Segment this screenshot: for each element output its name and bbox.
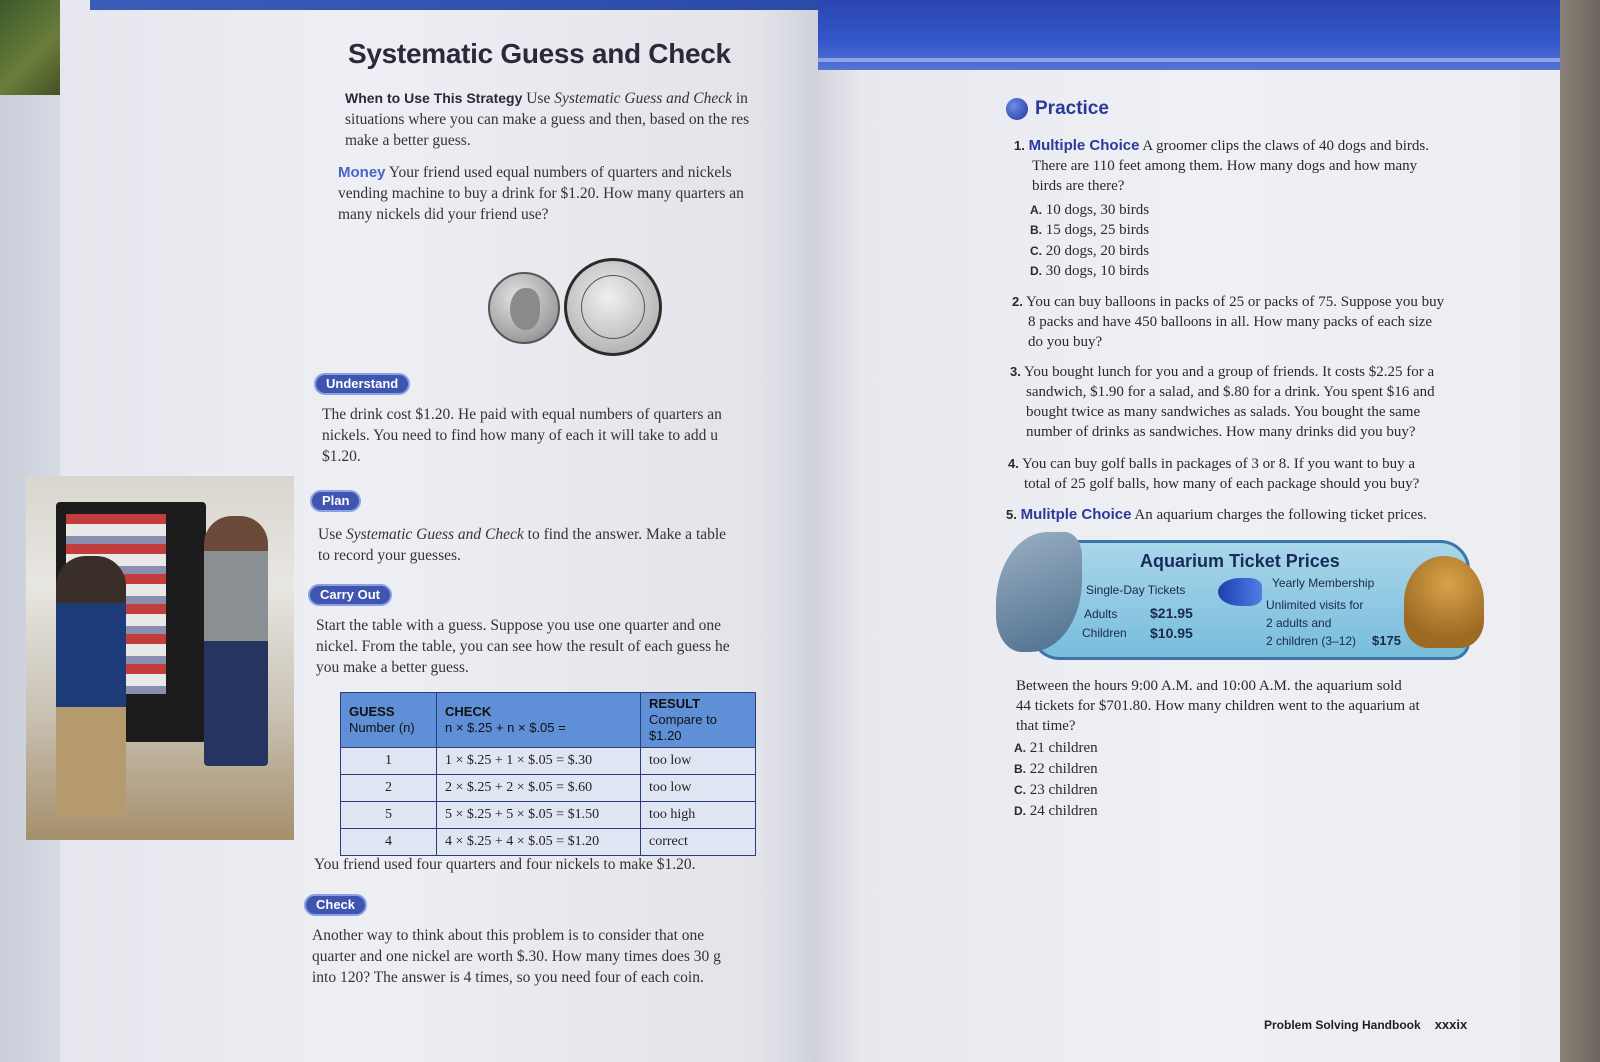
children-price: $10.95	[1150, 625, 1193, 641]
coins-image	[488, 258, 668, 358]
question-4	[1008, 454, 1488, 494]
table-cell-check: 4 × $.25 + 4 × $.05 = $1.20	[437, 829, 641, 856]
carry-line-2: nickel. From the table, you can see how the result of each guess he	[316, 638, 730, 655]
check-line-3: into 120? The answer is 4 times, so you need four of each coin.	[312, 969, 704, 986]
q1-option-a	[1030, 200, 1149, 220]
when-strategy-italic: Systematic Guess and Check	[554, 90, 732, 107]
plan-line-2: to record your guesses.	[318, 547, 461, 564]
nickel-portrait	[510, 288, 540, 330]
question-5-number: 5.	[1006, 507, 1017, 522]
table-cell-check: 2 × $.25 + 2 × $.05 = $.60	[437, 775, 641, 802]
question-3-line-4: number of drinks as sandwiches. How many drinks did you buy?	[1026, 424, 1416, 440]
question-5-body-line-1: Between the hours 9:00 A.M. and 10:00 A.M. the aquarium sold	[1016, 678, 1402, 694]
student-left	[56, 556, 126, 816]
q1-option-a-letter: A.	[1030, 203, 1042, 217]
yearly-price: $175	[1372, 633, 1401, 648]
plan-text-end: to find the answer. Make a table	[523, 526, 727, 543]
when-text: Use	[526, 90, 555, 107]
table-cell-check: 5 × $.25 + 5 × $.05 = $1.50	[437, 802, 641, 829]
question-5-body-line-2: 44 tickets for $701.80. How many children went to the aquarium at	[1016, 698, 1420, 714]
q5-option-a	[1014, 738, 1098, 758]
question-5-line-1: An aquarium charges the following ticket prices.	[1134, 507, 1427, 523]
plan-text: Use	[318, 526, 346, 543]
table-row	[341, 829, 756, 856]
question-1-multiple-choice-label: Multiple Choice	[1028, 137, 1140, 154]
table-cell-guess: 5	[341, 802, 437, 829]
q5-option-c-text: 23 children	[1029, 782, 1098, 798]
question-2-number: 2.	[1012, 294, 1023, 309]
question-3-line-1: You bought lunch for you and a group of friends. It costs $2.25 for a	[1024, 364, 1435, 380]
question-1-line-2: There are 110 feet among them. How many dogs and how many	[1032, 158, 1418, 174]
q5-option-d	[1014, 801, 1098, 821]
two-adults-text: 2 adults and	[1266, 616, 1332, 630]
header-guess	[341, 693, 437, 748]
header-result-top: RESULT	[649, 696, 701, 711]
question-3-line-3: bought twice as many sandwiches as salads. You bought the same	[1026, 404, 1421, 420]
children-label: Children	[1082, 626, 1127, 640]
adults-price: $21.95	[1150, 605, 1193, 621]
table-row	[341, 802, 756, 829]
footer-title: Problem Solving Handbook	[1264, 1018, 1421, 1032]
money-label: Money	[338, 164, 386, 181]
understand-line-3: $1.20.	[322, 448, 361, 465]
money-line-1: Your friend used equal numbers of quarters and nickels	[388, 164, 732, 181]
header-check-bottom: n × $.25 + n × $.05 =	[445, 720, 566, 735]
q5-option-a-letter: A.	[1014, 741, 1026, 755]
header-result	[641, 693, 756, 748]
page-title: Systematic Guess and Check	[348, 38, 731, 69]
question-3-line-2: sandwich, $1.90 for a salad, and $.80 for a drink. You spent $16 and	[1026, 384, 1435, 400]
question-2-line-1: You can buy balloons in packs of 25 or packs of 75. Suppose you buy	[1026, 294, 1445, 310]
question-5-body-line-3: that time?	[1016, 718, 1076, 734]
question-2-line-3: do you buy?	[1028, 334, 1103, 350]
check-paragraph	[312, 925, 782, 988]
understand-line-1: The drink cost $1.20. He paid with equal numbers of quarters an	[322, 406, 722, 423]
question-5-multiple-choice-label: Mulitple Choice	[1020, 506, 1132, 523]
when-line-2: situations where you can make a guess and then, based on the res	[345, 111, 750, 128]
header-result-bottom: Compare to $1.20	[649, 712, 717, 743]
single-day-label: Single-Day Tickets	[1086, 583, 1186, 597]
table-cell-result: too high	[641, 802, 756, 829]
when-line-3: make a better guess.	[345, 132, 471, 149]
carry-out-badge: Carry Out	[308, 584, 392, 606]
q5-option-b-text: 22 children	[1029, 761, 1098, 777]
q5-option-b	[1014, 759, 1098, 779]
table-cell-guess: 1	[341, 748, 437, 775]
when-to-use-label: When to Use This Strategy	[345, 90, 523, 106]
header-check	[437, 693, 641, 748]
question-2	[1012, 292, 1492, 352]
nickel-coin	[488, 272, 560, 344]
q1-option-c-text: 20 dogs, 20 birds	[1045, 243, 1150, 259]
table-cell-check: 1 × $.25 + 1 × $.05 = $.30	[437, 748, 641, 775]
understand-badge: Understand	[314, 373, 410, 395]
guess-check-table	[340, 692, 756, 856]
question-3	[1010, 362, 1490, 442]
adults-label: Adults	[1084, 607, 1118, 621]
q1-option-b-text: 15 dogs, 25 birds	[1045, 222, 1150, 238]
question-1-line-3: birds are there?	[1032, 178, 1125, 194]
table-header-row	[341, 693, 756, 748]
question-5	[1006, 505, 1486, 525]
practice-bullet-icon	[1006, 98, 1028, 120]
carry-line-1: Start the table with a guess. Suppose you use one quarter and one	[316, 617, 722, 634]
plan-badge: Plan	[310, 490, 361, 512]
table-cell-guess: 2	[341, 775, 437, 802]
question-3-number: 3.	[1010, 364, 1021, 379]
question-4-line-2: total of 25 golf balls, how many of each package should you buy?	[1024, 476, 1420, 492]
question-1	[1014, 136, 1484, 196]
question-4-line-1: You can buy golf balls in packages of 3 or 8. If you want to buy a	[1022, 456, 1416, 472]
table-cell-result: correct	[641, 829, 756, 856]
check-line-1: Another way to think about this problem is to consider that one	[312, 927, 705, 944]
q1-option-c	[1030, 241, 1149, 261]
table-row	[341, 748, 756, 775]
unlimited-visits-text: Unlimited visits for	[1266, 598, 1364, 612]
q1-option-b-letter: B.	[1030, 223, 1042, 237]
understand-paragraph	[322, 404, 792, 467]
right-page-top-band	[818, 0, 1560, 70]
background-table-edge	[1560, 0, 1600, 1062]
plan-paragraph	[318, 524, 788, 566]
yearly-membership-label: Yearly Membership	[1272, 576, 1375, 590]
students-vending-machine-photo	[26, 476, 294, 840]
two-children-text: 2 children (3–12)	[1266, 634, 1357, 648]
question-1-number: 1.	[1014, 138, 1025, 153]
table-row	[341, 775, 756, 802]
q5-option-d-text: 24 children	[1029, 803, 1098, 819]
question-4-number: 4.	[1008, 456, 1019, 471]
header-guess-top: GUESS	[349, 704, 395, 719]
table-cell-result: too low	[641, 748, 756, 775]
student-right	[204, 516, 268, 766]
q5-option-c	[1014, 780, 1098, 800]
understand-line-2: nickels. You need to find how many of each it will take to add u	[322, 427, 719, 444]
q1-option-d-letter: D.	[1030, 264, 1042, 278]
question-5-body	[1016, 676, 1486, 736]
octopus-illustration	[1404, 556, 1484, 648]
quarter-inner-ring	[581, 275, 645, 339]
carry-line-3: you make a better guess.	[316, 659, 469, 676]
money-paragraph	[338, 162, 798, 225]
q5-option-d-letter: D.	[1014, 804, 1026, 818]
q1-option-c-letter: C.	[1030, 244, 1042, 258]
practice-heading: Practice	[1035, 98, 1109, 119]
banner-title: Aquarium Ticket Prices	[1140, 551, 1340, 571]
header-check-top: CHECK	[445, 704, 492, 719]
table-cell-result: too low	[641, 775, 756, 802]
money-line-2: vending machine to buy a drink for $1.20. How many quarters an	[338, 185, 744, 202]
q5-option-b-letter: B.	[1014, 762, 1026, 776]
plan-strategy-italic: Systematic Guess and Check	[345, 526, 524, 543]
quarter-coin	[564, 258, 662, 356]
table-conclusion: You friend used four quarters and four nickels to make $1.20.	[314, 856, 696, 873]
check-badge: Check	[304, 894, 367, 916]
q1-option-a-text: 10 dogs, 30 birds	[1045, 202, 1150, 218]
carry-out-paragraph	[316, 615, 791, 678]
page-number: xxxix	[1434, 1017, 1468, 1032]
when-text-end: in	[732, 90, 748, 107]
question-2-line-2: 8 packs and have 450 balloons in all. How many packs of each size	[1028, 314, 1433, 330]
left-page-top-bar	[90, 0, 820, 10]
check-line-2: quarter and one nickel are worth $.30. How many times does 30 g	[312, 948, 721, 965]
table-cell-guess: 4	[341, 829, 437, 856]
top-band-stripe	[818, 58, 1560, 62]
money-line-3: many nickels did your friend use?	[338, 206, 549, 223]
q5-option-a-text: 21 children	[1029, 740, 1098, 756]
q1-option-b	[1030, 220, 1149, 240]
q5-option-c-letter: C.	[1014, 783, 1026, 797]
when-to-use-paragraph	[345, 88, 795, 151]
q1-option-d-text: 30 dogs, 10 birds	[1045, 263, 1150, 279]
question-1-line-1: A groomer clips the claws of 40 dogs and birds.	[1142, 138, 1429, 154]
q1-option-d	[1030, 261, 1149, 281]
fish-icon	[1218, 578, 1262, 606]
header-guess-bottom: Number (n)	[349, 720, 415, 735]
page-footer	[1264, 1017, 1467, 1032]
